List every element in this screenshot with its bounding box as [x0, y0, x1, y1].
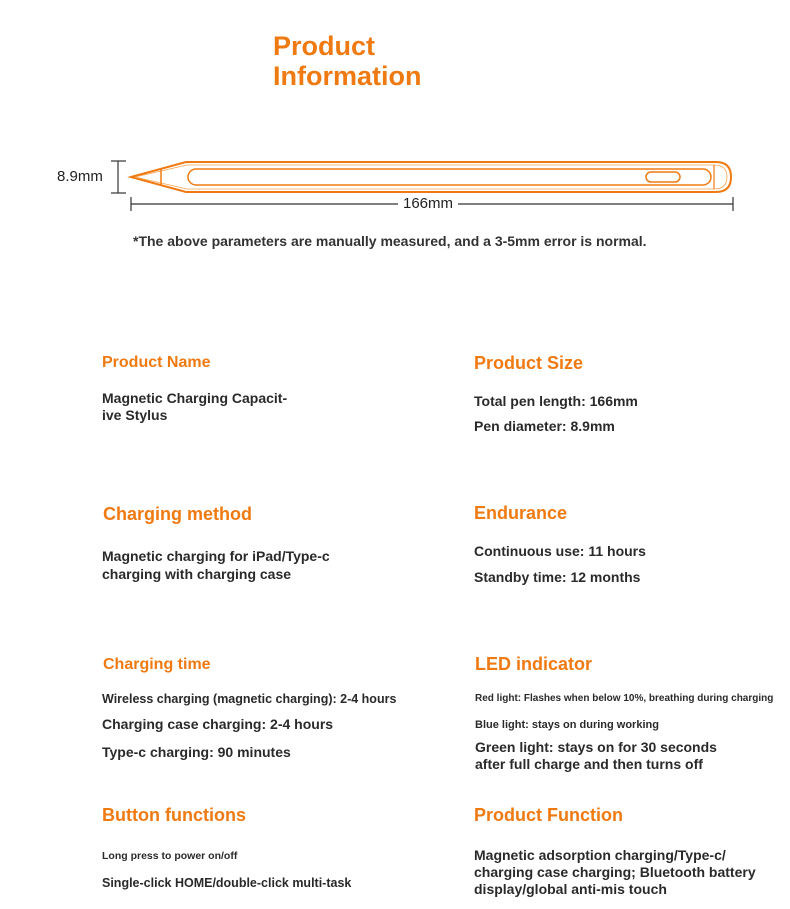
led-green-light-line-1: Green light: stays on for 30 seconds	[475, 739, 717, 755]
led-red-light: Red light: Flashes when below 10%, breathing during charging	[475, 693, 774, 704]
product-name-line-1: Magnetic Charging Capacit-	[102, 390, 288, 406]
page-title	[273, 31, 422, 91]
length-label: 166mm	[398, 195, 458, 212]
product-function-line-3: display/global anti-mis touch	[474, 881, 667, 897]
button-functions-line-2: Single-click HOME/double-click multi-task	[102, 876, 352, 890]
button-functions-heading: Button functions	[102, 805, 246, 825]
product-function-line-1: Magnetic adsorption charging/Type-c/	[474, 847, 726, 863]
stylus-outline	[131, 162, 731, 192]
product-size-line-2: Pen diameter: 8.9mm	[474, 418, 615, 434]
charging-method-line-2: charging with charging case	[102, 566, 292, 582]
product-name-line-2: ive Stylus	[102, 407, 168, 423]
measurement-note: *The above parameters are manually measured, and a 3-5mm error is normal.	[133, 233, 647, 249]
stylus-diagram	[0, 150, 790, 220]
title-line-2: Information	[273, 61, 422, 91]
stylus-button	[646, 172, 680, 182]
title-line-1: Product	[273, 31, 376, 61]
product-size-heading: Product Size	[474, 353, 584, 373]
product-function-heading: Product Function	[474, 805, 623, 825]
stylus-groove	[188, 169, 711, 185]
product-function-line-2: charging case charging; Bluetooth battery	[474, 864, 756, 880]
charging-time-line-1: Wireless charging (magnetic charging): 2-4 hours	[102, 692, 397, 706]
product-name-heading: Product Name	[102, 354, 211, 371]
charging-time-heading: Charging time	[103, 656, 211, 673]
charging-method-heading: Charging method	[103, 504, 252, 524]
endurance-line-1: Continuous use: 11 hours	[474, 543, 646, 559]
button-functions-line-1: Long press to power on/off	[102, 850, 238, 862]
endurance-line-2: Standby time: 12 months	[474, 569, 641, 585]
charging-time-line-3: Type-c charging: 90 minutes	[102, 744, 291, 760]
product-size-line-1: Total pen length: 166mm	[474, 393, 638, 409]
led-indicator-heading: LED indicator	[475, 654, 593, 674]
led-blue-light: Blue light: stays on during working	[475, 719, 659, 731]
endurance-heading: Endurance	[474, 503, 568, 523]
charging-method-line-1: Magnetic charging for iPad/Type-c	[102, 548, 330, 564]
charging-time-line-2: Charging case charging: 2-4 hours	[102, 716, 334, 732]
diameter-label: 8.9mm	[57, 168, 103, 185]
led-green-light-line-2: after full charge and then turns off	[475, 756, 703, 772]
